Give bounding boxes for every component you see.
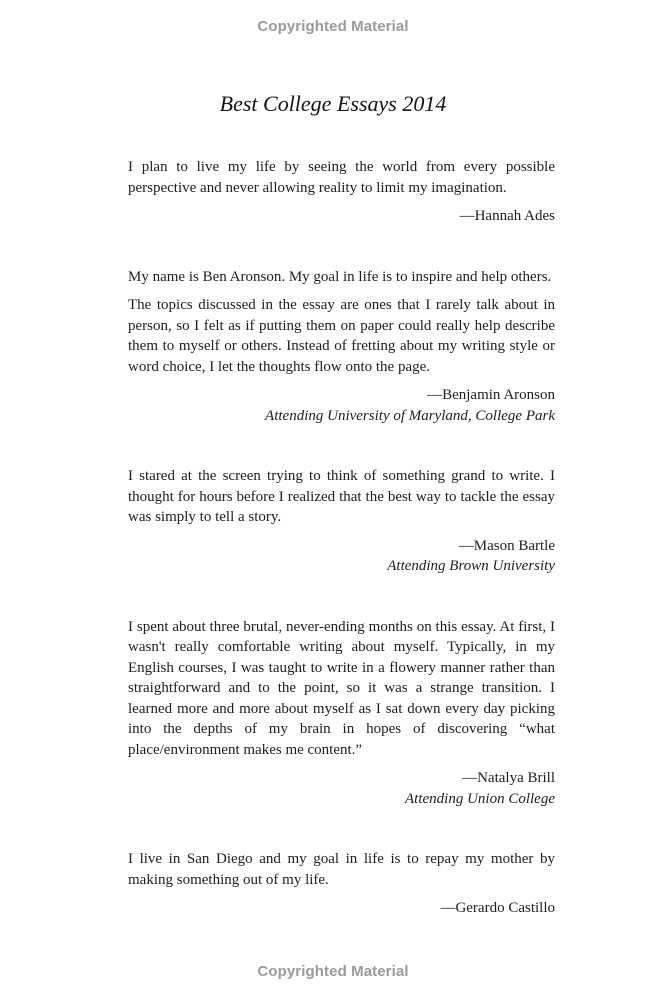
entry-paragraph: I live in San Diego and my goal in life is to repay my mother by making something out of my life. (128, 851, 555, 888)
entry-hannah-ades (128, 157, 555, 227)
author-school: Attending Union College (405, 790, 555, 807)
attribution (128, 898, 555, 919)
author-name: —Natalya Brill (462, 770, 555, 786)
attribution (128, 206, 555, 227)
author-school: Attending University of Maryland, College Park (265, 407, 555, 424)
author-name: —Benjamin Aronson (427, 387, 555, 403)
attribution (128, 385, 555, 426)
entry-paragraph: My name is Ben Aronson. My goal in life is to inspire and help others. (128, 268, 552, 285)
copyright-watermark-top: Copyrighted Material (257, 18, 409, 35)
entry-paragraph: I spent about three brutal, never-ending months on this essay. At first, I wasn't really comfortable writing about myself. Typically, in my English courses, I was taught to write in a flowery manner rather than straightforward and to the point, so it was a strange transition. I learned more and more about myself as I sat down every day picking into the depths of my brain in hopes of discovering “what place/environment makes me content.” (128, 618, 555, 758)
attribution (128, 768, 555, 809)
author-school: Attending Brown University (387, 558, 555, 574)
entry-natalya-brill (128, 617, 555, 810)
attribution (128, 536, 555, 577)
essay-comments (128, 157, 555, 919)
copyright-watermark-bottom: Copyrighted Material (257, 963, 409, 980)
page-title: Best College Essays 2014 (219, 91, 447, 116)
entry-paragraph: I stared at the screen trying to think of something grand to write. I thought for hours before I realized that the best way to tackle the essay was simply to tell a story. (128, 468, 555, 525)
entry-paragraph: I plan to live my life by seeing the world from every possible perspective and never allowing reality to limit my imagination. (128, 159, 555, 196)
entry-benjamin-aronson (128, 267, 555, 427)
entry-paragraph: The topics discussed in the essay are ones that I rarely talk about in person, so I felt as if putting them on paper could really help describe them to myself or others. Instead of fretting about my writing style or word choice, I let the thoughts flow onto the page. (128, 297, 555, 375)
author-name: —Hannah Ades (459, 208, 555, 224)
entry-mason-bartle (128, 466, 555, 577)
author-name: —Gerardo Castillo (440, 900, 555, 916)
author-name: —Mason Bartle (458, 537, 555, 554)
entry-gerardo-castillo (128, 849, 555, 919)
